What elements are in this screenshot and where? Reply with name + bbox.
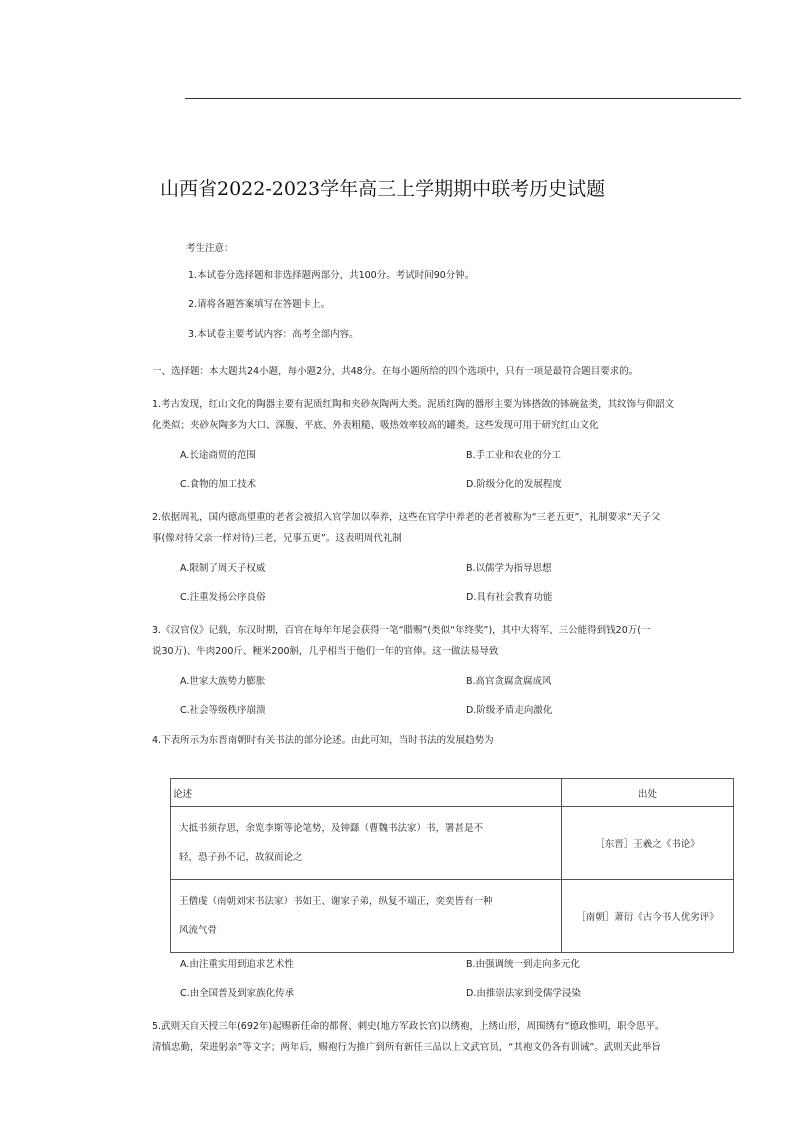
- table-cell: [171, 807, 562, 880]
- question-3-text: 说30万)、牛肉200斤、粳米200斛，几乎相当于他们一年的官俸。这一做法易导致: [152, 646, 499, 657]
- notice-item: 2.请将各题答案填写在答题卡上。: [188, 299, 331, 310]
- page-title: 山西省2022-2023学年高三上学期期中联考历史试题: [160, 178, 606, 200]
- question-4-option-b: B.由强调统一到走向多元化: [466, 959, 581, 970]
- question-3-option-a: A.世家大族势力膨胀: [180, 676, 266, 687]
- question-1-option-c: C.食物的加工技术: [180, 479, 257, 490]
- header-rule: [185, 98, 741, 99]
- question-1-text: 1.考古发现，红山文化的陶器主要有泥质红陶和夹砂灰陶两大类。泥质红陶的器形主要为钵搭敛的钵碗盆类，其纹饰与仰韶文: [152, 399, 675, 410]
- question-4-option-d: D.由推崇法家到受儒学浸染: [466, 988, 581, 999]
- question-4-option-a: A.由注重实用到追求艺术性: [180, 959, 294, 970]
- table-cell-text: 王僧虔（南朝刘宋书法家）书如王、谢家子弟，纵复不端正，奕奕皆有一种: [179, 896, 493, 907]
- question-1-text: 化类似；夹砂灰陶多为大口、深腹、平底、外表粗糙、吸热效率较高的罐类。这些发现可用于研究红山文化: [152, 420, 599, 431]
- question-3-option-b: B.高官贪腐贪腐成风: [466, 676, 552, 687]
- table-cell: [171, 880, 562, 953]
- question-2-option-c: C.注重发扬公序良俗: [180, 592, 266, 603]
- table-cell: [562, 880, 734, 953]
- table-cell-source: ［南朝］萧衍《古今书人优劣评》: [576, 912, 719, 923]
- source-table: [170, 778, 734, 953]
- table-header-row: [171, 779, 734, 807]
- table-header-cell: [171, 779, 562, 807]
- table-row: [171, 807, 734, 880]
- question-2-text: 2.依据周礼，国内德高望重的老者会被招入官学加以奉养，这些在官学中养老的老者被称为“三老五更”，礼制要求“天子父: [152, 512, 661, 523]
- question-1-option-d: D.阶级分化的发展程度: [466, 479, 562, 490]
- table-cell-text: 轻，恐子孙不记，故叙而论之: [179, 852, 303, 863]
- question-3-option-d: D.阶级矛盾走向激化: [466, 705, 553, 716]
- question-5-text: 5.武则天自天授三年(692年)起赐新任命的都督、刺史(地方军政长官)以绣袍，上绣山形，周围绣有“德政惟明，职令思平。: [152, 1021, 665, 1032]
- table-cell-text: 风流气骨: [179, 925, 218, 936]
- table-row: [171, 880, 734, 953]
- notice-item: 3.本试卷主要考试内容：高考全部内容。: [188, 329, 359, 340]
- table-cell: [562, 807, 734, 880]
- section-heading: 一、选择题：本大题共24小题，每小题2分，共48分。在每小题所给的四个选项中，只有一项是最符合题目要求的。: [152, 366, 639, 377]
- question-4-option-c: C.由全国普及到家族化传承: [180, 988, 295, 999]
- question-3-text: 3.《汉官仪》记载，东汉时期，百官在每年年尾会获得一笔“腊赐”(类似“年终奖”)，其中大将军、三公能得到钱20万(一: [152, 625, 651, 636]
- table-cell-source: ［东晋］王羲之《书论》: [595, 839, 700, 850]
- notice-heading: 考生注意：: [186, 243, 234, 254]
- table-cell-text: 大抵书须存思，余览李斯等论笔势，及钟繇（曹魏书法家）书，署甚是不: [179, 823, 484, 834]
- notice-item: 1.本试卷分选择题和非选择题两部分，共100分。考试时间90分钟。: [188, 270, 475, 281]
- question-2-option-a: A.限制了周天子权威: [180, 563, 266, 574]
- table-header-source: 出处: [637, 788, 657, 800]
- question-1-option-b: B.手工业和农业的分工: [466, 450, 562, 461]
- question-1-option-a: A.长途商贸的范围: [180, 450, 256, 461]
- question-2-option-d: D.具有社会教育功能: [466, 592, 553, 603]
- table-header-cell: [562, 779, 734, 807]
- question-3-option-c: C.社会等级秩序崩溃: [180, 705, 266, 716]
- question-2-text: 事(像对待父亲一样对待)三老，兄事五更”。这表明周代礼制: [152, 533, 402, 544]
- table-header-statement: 论述: [173, 788, 193, 800]
- question-5-text: 清慎忠勤，荣进躬亲”等文字；两年后，赐袍行为推广到所有新任三品以上文武官员，“其袍文仍各有训诫”。武则天此举旨: [152, 1042, 661, 1053]
- question-4-text: 4.下表所示为东晋南朝时有关书法的部分论述。由此可知，当时书法的发展趋势为: [152, 735, 494, 746]
- question-2-option-b: B.以儒学为指导思想: [466, 563, 552, 574]
